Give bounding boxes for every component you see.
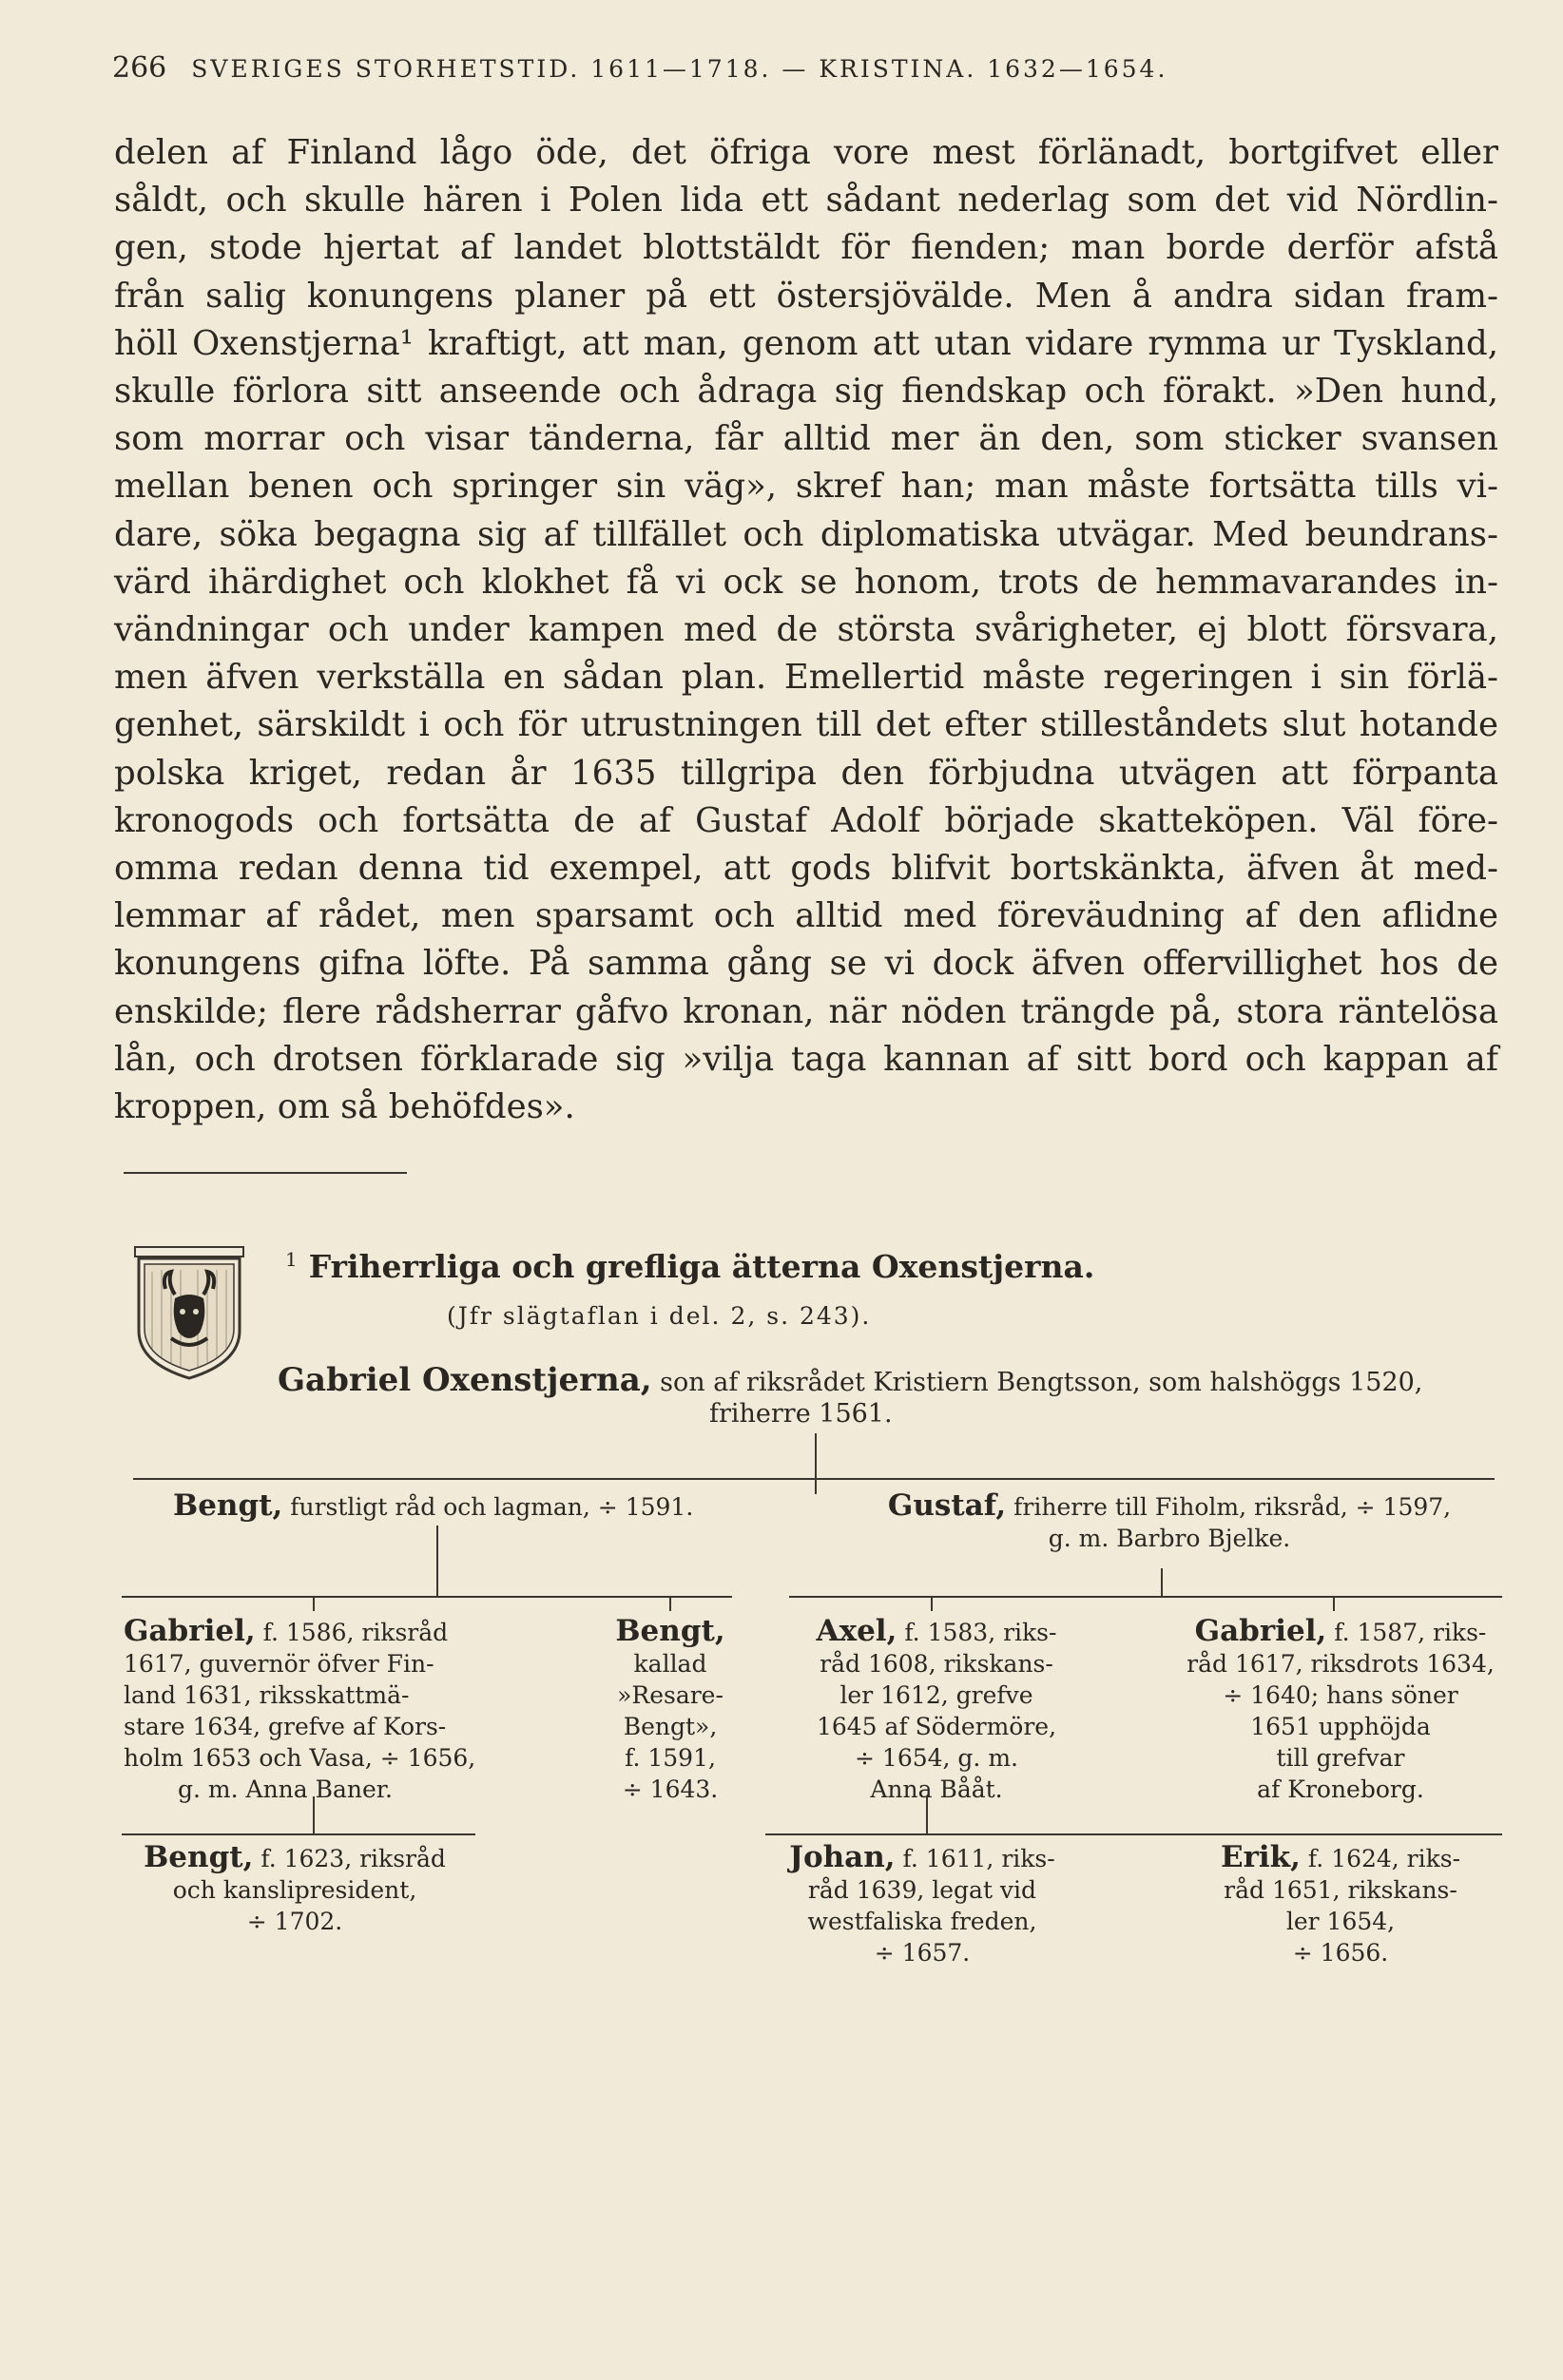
footnote-reference: (Jfr slägtaflan i del. 2, s. 243). (447, 1302, 872, 1330)
node-text: ler 1612, grefve (839, 1681, 1033, 1709)
node-text: ler 1654, (1285, 1908, 1396, 1935)
node-text: 1645 af Södermöre, (816, 1713, 1057, 1740)
node-name: Johan, (789, 1840, 896, 1874)
node-text: f. 1587, riks- (1334, 1619, 1487, 1646)
node-text: holm 1653 och Vasa, ÷ 1656, (124, 1744, 476, 1772)
text-line: höll Oxenstjerna¹ kraftigt, att man, genom att utan vidare rymma ur Tyskland, (114, 323, 1498, 363)
text-line: konungens gifna löfte. På samma gång se vi dock äfven offervillighet hos de (114, 944, 1498, 984)
text-line: mellan benen och springer sin väg», skref han; man måste fortsätta tills vi- (114, 467, 1498, 507)
node-text: Bengt», (623, 1713, 718, 1740)
coat-of-arms-icon (133, 1245, 245, 1382)
node-text: af Kroneborg. (1257, 1775, 1424, 1803)
node-text: ÷ 1657. (874, 1939, 971, 1967)
tree-root-text: son af riksrådet Kristiern Bengtsson, som halshöggs 1520, (660, 1368, 1423, 1397)
body-text (114, 129, 1498, 1131)
node-text: f. 1611, riks- (902, 1845, 1055, 1872)
text-line: lemmar af rådet, men sparsamt och alltid med föreväudning af den aflidne (114, 896, 1498, 936)
node-text: råd 1639, legat vid (807, 1876, 1037, 1904)
tree-node-bengt-3 (124, 1842, 466, 1937)
node-text: kallad (633, 1650, 707, 1678)
node-text: stare 1634, grefve af Kors- (124, 1713, 447, 1740)
tree-node-erik (1188, 1842, 1493, 1968)
text-line: såldt, och skulle hären i Polen lida ett sådant nederlag som det vid Nördlin- (114, 181, 1498, 221)
node-text: ÷ 1643. (622, 1775, 719, 1803)
tree-node-gabriel-2 (1169, 1616, 1512, 1805)
footnote-title-text: Friherrliga och grefliga ätterna Oxenstjerna. (308, 1248, 1095, 1285)
node-text: friherre till Fiholm, riksråd, ÷ 1597, (1013, 1493, 1452, 1521)
node-text: g. m. Barbro Bjelke. (1048, 1525, 1291, 1552)
node-text: råd 1651, rikskans- (1224, 1876, 1457, 1904)
tree-root-text-2: friherre 1561. (709, 1399, 893, 1429)
node-text: råd 1608, rikskans- (820, 1650, 1053, 1678)
running-title: SVERIGES STORHETSTID. 1611—1718. — KRISTINA. 1632—1654. (191, 55, 1168, 83)
node-text: f. 1583, riks- (904, 1619, 1057, 1646)
page-number: 266 (112, 51, 167, 85)
running-head (112, 51, 1481, 85)
footnote-marker: 1 (285, 1248, 298, 1271)
text-line: dare, söka begagna sig af tillfället och diplomatiska utvägar. Med beundrans- (114, 514, 1498, 554)
node-name: Bengt, (173, 1488, 283, 1523)
text-line: gen, stode hjertat af landet blottstäldt för fienden; man borde derför afstå (114, 228, 1498, 268)
node-text: ÷ 1654, g. m. (855, 1744, 1018, 1772)
text-line: men äfven verkställa en sådan plan. Emellertid måste regeringen i sin förlä- (114, 658, 1498, 698)
text-line: delen af Finland lågo öde, det öfriga vore mest förlänadt, bortgifvet eller (114, 133, 1498, 172)
node-name: Bengt, (615, 1614, 725, 1648)
text-line: kronogods och fortsätta de af Gustaf Adolf började skatteköpen. Väl före- (114, 800, 1498, 840)
node-text: land 1631, riksskattmä- (124, 1681, 410, 1709)
node-name: Gustaf, (887, 1488, 1007, 1523)
node-name: Axel, (816, 1614, 897, 1648)
tree-root-name: Gabriel Oxenstjerna, (278, 1361, 652, 1399)
node-name: Gabriel, (1194, 1614, 1327, 1648)
text-line: enskilde; flere rådsherrar gåfvo kronan, när nöden trängde på, stora räntelösa (114, 991, 1498, 1031)
text-line: polska kriget, redan år 1635 tillgripa den förbjudna utvägen att förpanta (114, 753, 1498, 793)
node-text: f. 1623, riksråd (260, 1845, 446, 1872)
node-text: f. 1624, riks- (1307, 1845, 1461, 1872)
tree-node-gabriel-1 (124, 1614, 476, 1805)
text-line: värd ihärdighet och klokhet få vi ock se honom, trots de hemmavarandes in- (114, 562, 1498, 602)
node-text: westfaliska freden, (807, 1908, 1037, 1935)
text-line: lån, och drotsen förklarade sig »vilja taga kannan af sitt bord och kappan af (114, 1039, 1498, 1079)
node-text: ÷ 1702. (246, 1908, 343, 1935)
node-text: g. m. Anna Baner. (178, 1775, 393, 1803)
node-text: »Resare- (617, 1681, 724, 1709)
node-text: 1617, guvernör öfver Fin- (124, 1650, 434, 1678)
tree-node-axel (784, 1616, 1089, 1805)
text-line: skulle förlora sitt anseende och ådraga sig fiendskap och förakt. »Den hund, (114, 372, 1498, 412)
tree-node-johan (761, 1842, 1084, 1968)
tree-root (278, 1361, 1504, 1399)
tree-node-bengt-1 (173, 1490, 693, 1523)
node-text: ÷ 1640; hans söner (1223, 1681, 1458, 1709)
text-line: som morrar och visar tänderna, får alltid mer än den, som sticker svansen (114, 419, 1498, 459)
node-text: f. 1586, riksråd (262, 1619, 449, 1646)
footnote-divider (124, 1172, 407, 1174)
node-name: Bengt, (144, 1840, 254, 1874)
node-text: Anna Bååt. (870, 1775, 1003, 1803)
node-text: f. 1591, (625, 1744, 716, 1772)
node-text: råd 1617, riksdrots 1634, (1187, 1650, 1495, 1678)
text-line: genhet, särskildt i och för utrustningen till det efter stilleståndets slut hotande (114, 705, 1498, 745)
text-line: omma redan denna tid exempel, att gods blifvit bortskänkta, äfven åt med- (114, 849, 1498, 889)
text-line: vändningar och under kampen med de största svårigheter, ej blott försvara, (114, 610, 1498, 650)
tree-node-bengt-resare (570, 1616, 770, 1805)
node-name: Gabriel, (124, 1614, 256, 1648)
node-text: och kanslipresident, (172, 1876, 417, 1904)
text-line: från salig konungens planer på ett östersjövälde. Men å andra sidan fram- (114, 276, 1498, 316)
node-text: furstligt råd och lagman, ÷ 1591. (290, 1493, 694, 1521)
node-name: Erik, (1220, 1840, 1301, 1874)
node-text: till grefvar (1276, 1744, 1405, 1772)
node-text: ÷ 1656. (1292, 1939, 1389, 1967)
node-text: 1651 upphöjda (1250, 1713, 1431, 1740)
tree-node-gustaf (837, 1490, 1502, 1554)
footnote-title (285, 1248, 1094, 1285)
text-line: kroppen, om så behöfdes». (114, 1087, 575, 1127)
